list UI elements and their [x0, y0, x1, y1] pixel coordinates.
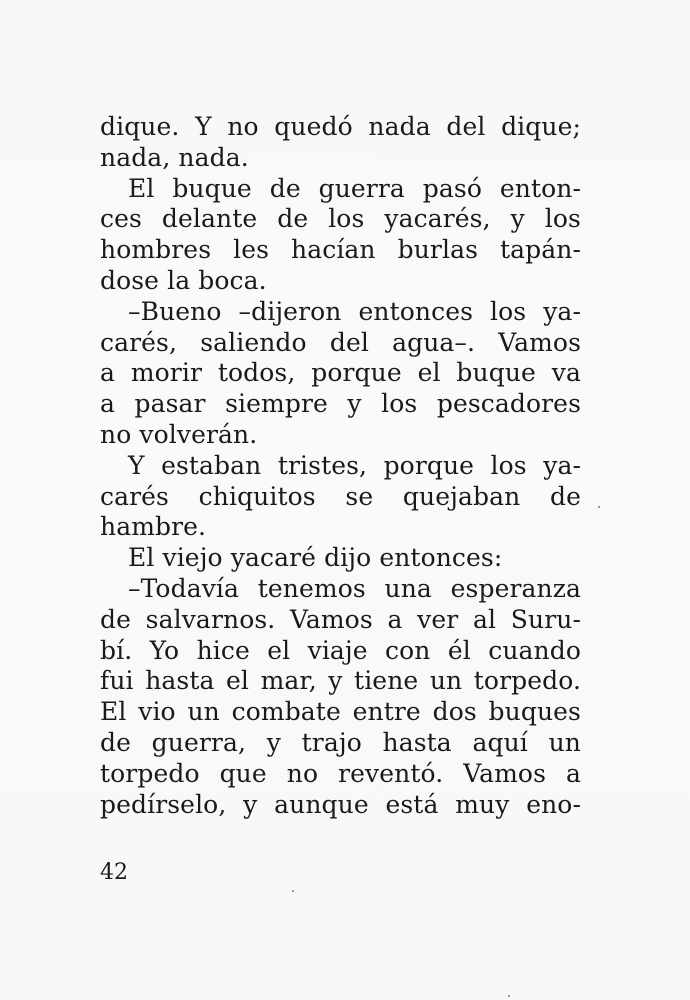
text-line: de guerra, y trajo hasta aquí un [100, 727, 581, 757]
text-line: a morir todos, porque el buque va [100, 358, 581, 388]
text-line: carés, saliendo del agua–. Vamos [100, 327, 581, 357]
text-line: hombres les hacían burlas tapán- [100, 235, 581, 265]
text-line: de salvarnos. Vamos a ver al Suru- [100, 604, 581, 634]
paragraph-start-line: El viejo yacaré dijo entonces: [128, 543, 503, 573]
text-line: dique. Y no quedó nada del dique; [100, 112, 581, 141]
text-line: El vio un combate entre dos buques [100, 697, 581, 727]
body-text [100, 112, 581, 820]
print-speck [598, 506, 600, 508]
print-speck [292, 890, 294, 892]
print-speck [508, 995, 510, 997]
paragraph-start-line: Y estaban tristes, porque los ya- [128, 450, 581, 480]
text-line: hambre. [100, 512, 207, 542]
paragraph-start-line: –Bueno –dijeron entonces los ya- [128, 296, 581, 326]
page-number: 42 [100, 860, 128, 885]
text-line: torpedo que no reventó. Vamos a [100, 758, 581, 788]
text-line: no volverán. [100, 419, 258, 449]
paragraph-start-line: –Todavía tenemos una esperanza [128, 573, 581, 603]
text-line: bí. Yo hice el viaje con él cuando [100, 635, 581, 665]
paragraph-start-line: El buque de guerra pasó enton- [128, 173, 581, 203]
text-line: ces delante de los yacarés, y los [100, 204, 581, 234]
text-line: nada, nada. [100, 142, 249, 172]
text-line: carés chiquitos se quejaban de [100, 481, 581, 511]
text-line: a pasar siempre y los pescadores [100, 389, 581, 419]
text-line: pedírselo, y aunque está muy eno- [100, 789, 581, 819]
text-line: dose la boca. [100, 265, 267, 295]
text-line: fui hasta el mar, y tiene un torpedo. [100, 666, 581, 696]
